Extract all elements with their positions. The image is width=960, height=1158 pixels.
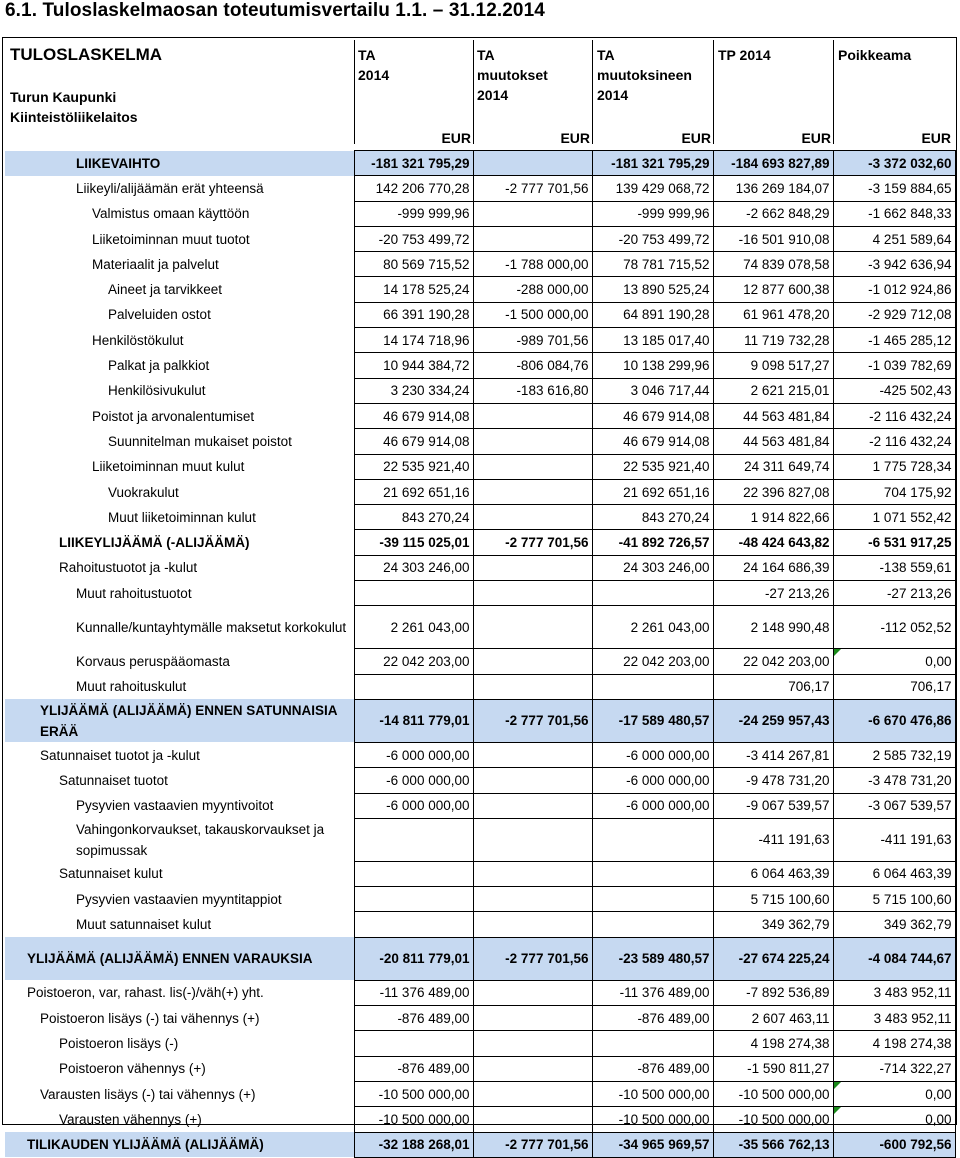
table-row (5, 1081, 955, 1106)
row-label: Palkat ja palkkiot (108, 358, 210, 374)
row-value: -6 000 000,00 (354, 742, 473, 767)
row-value (473, 649, 592, 674)
row-value: 66 391 190,28 (354, 302, 473, 327)
row-value: 46 679 914,08 (592, 429, 713, 454)
row-value (473, 151, 592, 176)
table-row (5, 1031, 955, 1056)
row-value: -3 478 731,20 (833, 768, 955, 793)
row-value: -4 084 744,67 (833, 937, 955, 980)
row-value: 24 303 246,00 (354, 555, 473, 580)
row-value: 24 164 686,39 (713, 555, 833, 580)
row-value: 22 396 827,08 (713, 479, 833, 504)
row-value: -2 116 432,24 (833, 429, 955, 454)
row-value: 3 483 952,11 (833, 1006, 955, 1031)
row-value: 5 715 100,60 (713, 887, 833, 912)
row-value: -48 424 643,82 (713, 530, 833, 555)
row-value (592, 581, 713, 606)
row-value: 64 891 190,28 (592, 302, 713, 327)
row-value (473, 403, 592, 428)
row-label: Henkilöstökulut (92, 332, 184, 348)
row-value: 44 563 481,84 (713, 403, 833, 428)
table-row (5, 530, 955, 555)
table-row (5, 252, 955, 277)
row-value: 6 064 463,39 (713, 861, 833, 886)
row-value: 2 148 990,48 (713, 606, 833, 649)
table-row (5, 674, 955, 699)
row-value: 4 198 274,38 (833, 1031, 955, 1056)
row-value: -3 414 267,81 (713, 742, 833, 767)
table-row (5, 277, 955, 302)
row-value: -2 777 701,56 (473, 1132, 592, 1157)
row-label: Vuokrakulut (108, 484, 179, 500)
column-header-poikkeama: Poikkeama (838, 47, 912, 63)
row-value: -3 372 032,60 (833, 151, 955, 176)
row-label: Muut rahoitustuotot (76, 585, 192, 601)
row-label: Poistoeron lisäys (-) (59, 1035, 179, 1051)
row-value: -2 116 432,24 (833, 403, 955, 428)
row-value (473, 818, 592, 861)
table-row (5, 353, 955, 378)
row-value: -2 777 701,56 (473, 937, 592, 980)
row-value: 136 269 184,07 (713, 176, 833, 201)
row-value: 24 311 649,74 (713, 454, 833, 479)
row-label: Henkilösivukulut (108, 383, 206, 399)
row-value: -10 500 000,00 (592, 1107, 713, 1132)
row-value: 5 715 100,60 (833, 887, 955, 912)
row-label: TILIKAUDEN YLIJÄÄMÄ (ALIJÄÄMÄ) (5, 1132, 354, 1157)
row-value: -20 753 499,72 (354, 226, 473, 251)
row-value: 22 042 203,00 (354, 649, 473, 674)
row-label: YLIJÄÄMÄ (ALIJÄÄMÄ) ENNEN SATUNNAISIA ERÄÄ (5, 699, 354, 742)
row-value (354, 887, 473, 912)
row-value: 6 064 463,39 (833, 861, 955, 886)
row-value (473, 1107, 592, 1132)
column-divider (833, 40, 834, 144)
row-value: -1 039 782,69 (833, 353, 955, 378)
row-value: 24 303 246,00 (592, 555, 713, 580)
unit-label: EUR (921, 130, 951, 146)
row-value (592, 818, 713, 861)
row-label: Valmistus omaan käyttöön (92, 206, 250, 222)
row-label: YLIJÄÄMÄ (ALIJÄÄMÄ) ENNEN VARAUKSIA (5, 937, 354, 980)
row-value: 14 174 718,96 (354, 328, 473, 353)
row-label: Muut liiketoiminnan kulut (108, 509, 256, 525)
row-value: -6 000 000,00 (592, 768, 713, 793)
table-row (5, 403, 955, 428)
row-value: 22 042 203,00 (592, 649, 713, 674)
row-value: -20 753 499,72 (592, 226, 713, 251)
row-value: -411 191,63 (833, 818, 955, 861)
table-row (5, 378, 955, 403)
row-value: -17 589 480,57 (592, 699, 713, 742)
row-value: 21 692 651,16 (354, 479, 473, 504)
row-value: -181 321 795,29 (592, 151, 713, 176)
row-value: 843 270,24 (354, 505, 473, 530)
row-value: 21 692 651,16 (592, 479, 713, 504)
row-value: -11 376 489,00 (354, 980, 473, 1005)
row-value: 2 585 732,19 (833, 742, 955, 767)
row-value: 46 679 914,08 (592, 403, 713, 428)
row-value (354, 1031, 473, 1056)
unit-name: Kiinteistöliikelaitos (10, 109, 138, 125)
row-label: Vahingonkorvaukset, takauskorvaukset ja sopimussak (76, 821, 325, 858)
row-value: -806 084,76 (473, 353, 592, 378)
row-value (592, 912, 713, 937)
row-value: -9 478 731,20 (713, 768, 833, 793)
row-label: LIIKEVAIHTO (5, 151, 354, 176)
row-value (473, 429, 592, 454)
row-value: 349 362,79 (833, 912, 955, 937)
row-value: -6 670 476,86 (833, 699, 955, 742)
row-value: -1 012 924,86 (833, 277, 955, 302)
row-value (473, 201, 592, 226)
row-value: -35 566 762,13 (713, 1132, 833, 1157)
row-value: -10 500 000,00 (713, 1107, 833, 1132)
row-value: 13 890 525,24 (592, 277, 713, 302)
row-label: Satunnaiset tuotot (59, 772, 168, 788)
table-row (5, 479, 955, 504)
row-value (473, 980, 592, 1005)
row-label: Liiketoiminnan muut tuotot (92, 231, 250, 247)
column-header-ta-muutokset: TA muutokset 2014 (477, 47, 548, 103)
row-value (354, 674, 473, 699)
table-row (5, 505, 955, 530)
row-label: Liiketoiminnan muut kulut (92, 459, 245, 475)
row-value: 4 251 589,64 (833, 226, 955, 251)
column-header-ta-2014: TA 2014 (358, 47, 390, 83)
row-value: 78 781 715,52 (592, 252, 713, 277)
row-value: -27 213,26 (833, 581, 955, 606)
row-value: 74 839 078,58 (713, 252, 833, 277)
row-value (473, 226, 592, 251)
row-value (473, 912, 592, 937)
row-value: -3 159 884,65 (833, 176, 955, 201)
row-value: 9 098 517,27 (713, 353, 833, 378)
row-value: -999 999,96 (592, 201, 713, 226)
unit-label: EUR (441, 130, 471, 146)
row-value (354, 581, 473, 606)
row-value: -23 589 480,57 (592, 937, 713, 980)
row-label: Rahoitustuotot ja -kulut (59, 560, 198, 576)
organization-name: Turun Kaupunki (10, 89, 117, 105)
row-value: 14 178 525,24 (354, 277, 473, 302)
row-value: -27 213,26 (713, 581, 833, 606)
row-value: -2 777 701,56 (473, 530, 592, 555)
row-label: Varausten vähennys (+) (59, 1111, 202, 1127)
row-value: -2 777 701,56 (473, 699, 592, 742)
row-label: Poistoeron lisäys (-) tai vähennys (+) (40, 1010, 260, 1026)
row-value: -876 489,00 (354, 1006, 473, 1031)
table-row (5, 1056, 955, 1081)
table-row (5, 201, 955, 226)
row-value (354, 861, 473, 886)
row-value (473, 505, 592, 530)
row-value: 4 198 274,38 (713, 1031, 833, 1056)
unit-label: EUR (801, 130, 831, 146)
row-label: LIIKEYLIJÄÄMÄ (-ALIJÄÄMÄ) (59, 535, 250, 551)
row-value: -41 892 726,57 (592, 530, 713, 555)
row-value (592, 861, 713, 886)
row-value: -3 067 539,57 (833, 793, 955, 818)
row-label: Palveluiden ostot (108, 307, 211, 323)
row-value: 142 206 770,28 (354, 176, 473, 201)
row-value: 139 429 068,72 (592, 176, 713, 201)
row-value: -184 693 827,89 (713, 151, 833, 176)
row-value: 44 563 481,84 (713, 429, 833, 454)
row-value: -20 811 779,01 (354, 937, 473, 980)
row-value: -181 321 795,29 (354, 151, 473, 176)
row-value: -14 811 779,01 (354, 699, 473, 742)
row-value: 22 042 203,00 (713, 649, 833, 674)
row-label: Satunnaiset tuotot ja -kulut (40, 747, 200, 763)
row-value (473, 1056, 592, 1081)
row-label: Poistoeron vähennys (+) (59, 1061, 206, 1077)
column-header-ta-muutoksineen: TA muutoksineen 2014 (597, 47, 692, 103)
row-value: 0,00 (833, 1081, 955, 1106)
row-value: 349 362,79 (713, 912, 833, 937)
row-label: Materiaalit ja palvelut (92, 256, 219, 272)
row-value: 706,17 (713, 674, 833, 699)
row-value: 46 679 914,08 (354, 429, 473, 454)
row-value: 1 775 728,34 (833, 454, 955, 479)
row-value: 61 961 478,20 (713, 302, 833, 327)
row-value: -1 590 811,27 (713, 1056, 833, 1081)
row-label: Muut rahoituskulut (76, 679, 187, 695)
row-value (354, 912, 473, 937)
row-value (473, 674, 592, 699)
row-value: 704 175,92 (833, 479, 955, 504)
table-row (5, 454, 955, 479)
row-label: Suunnitelman mukaiset poistot (108, 433, 292, 449)
table-row (5, 818, 955, 861)
row-value: 11 719 732,28 (713, 328, 833, 353)
row-value: -2 777 701,56 (473, 176, 592, 201)
table-row (5, 649, 955, 674)
table-row (5, 581, 955, 606)
row-value (473, 606, 592, 649)
row-value (473, 555, 592, 580)
row-value (473, 1006, 592, 1031)
row-label: Aineet ja tarvikkeet (108, 282, 223, 298)
table-row (5, 937, 955, 980)
row-value: -1 465 285,12 (833, 328, 955, 353)
table-row (5, 793, 955, 818)
table-row (5, 302, 955, 327)
row-value: 3 483 952,11 (833, 980, 955, 1005)
row-value: 843 270,24 (592, 505, 713, 530)
row-value: -714 322,27 (833, 1056, 955, 1081)
row-label: Pysyvien vastaavien myyntivoitot (76, 798, 274, 814)
row-value: -10 500 000,00 (592, 1081, 713, 1106)
row-value: -10 500 000,00 (713, 1081, 833, 1106)
row-value: -9 067 539,57 (713, 793, 833, 818)
row-value: 2 621 215,01 (713, 378, 833, 403)
row-value: 1 914 822,66 (713, 505, 833, 530)
table-row (5, 887, 955, 912)
row-value (473, 793, 592, 818)
row-label: Satunnaiset kulut (59, 866, 163, 882)
row-value: 80 569 715,52 (354, 252, 473, 277)
row-value (473, 454, 592, 479)
row-value: -600 792,56 (833, 1132, 955, 1157)
row-value: -876 489,00 (592, 1006, 713, 1031)
row-value (592, 674, 713, 699)
row-value: 0,00 (833, 649, 955, 674)
row-value (354, 818, 473, 861)
table-row (5, 1132, 955, 1157)
page-title: 6.1. Tuloslaskelmaosan toteutumisvertailu 1.1. – 31.12.2014 (5, 0, 545, 21)
table-row (5, 861, 955, 886)
row-value: -411 191,63 (713, 818, 833, 861)
row-value: -183 616,80 (473, 378, 592, 403)
row-value: -6 531 917,25 (833, 530, 955, 555)
row-label: Varausten lisäys (-) tai vähennys (+) (40, 1086, 256, 1102)
income-statement-table (5, 150, 956, 1158)
row-value: -6 000 000,00 (354, 768, 473, 793)
row-value (473, 1081, 592, 1106)
row-value: -138 559,61 (833, 555, 955, 580)
table-row (5, 606, 955, 649)
row-value: -999 999,96 (354, 201, 473, 226)
row-value (473, 742, 592, 767)
row-value: -876 489,00 (592, 1056, 713, 1081)
row-value: -32 188 268,01 (354, 1132, 473, 1157)
row-value: 0,00 (833, 1107, 955, 1132)
row-value: -34 965 969,57 (592, 1132, 713, 1157)
row-value: 10 944 384,72 (354, 353, 473, 378)
row-value: -7 892 536,89 (713, 980, 833, 1005)
table-row (5, 699, 955, 742)
row-value: -989 701,56 (473, 328, 592, 353)
column-divider (592, 40, 593, 144)
row-value: 12 877 600,38 (713, 277, 833, 302)
row-value: -24 259 957,43 (713, 699, 833, 742)
row-value: 3 046 717,44 (592, 378, 713, 403)
table-row (5, 912, 955, 937)
column-divider (354, 40, 355, 144)
row-value: -16 501 910,08 (713, 226, 833, 251)
row-value: -1 662 848,33 (833, 201, 955, 226)
row-label: Poistot ja arvonalentumiset (92, 408, 255, 424)
table-row (5, 742, 955, 767)
row-value (592, 1031, 713, 1056)
column-divider (713, 40, 714, 144)
row-value: 13 185 017,40 (592, 328, 713, 353)
row-value: -112 052,52 (833, 606, 955, 649)
column-divider (473, 40, 474, 144)
row-value: -1 500 000,00 (473, 302, 592, 327)
table-row (5, 768, 955, 793)
row-value: -39 115 025,01 (354, 530, 473, 555)
row-value: 706,17 (833, 674, 955, 699)
row-value: -11 376 489,00 (592, 980, 713, 1005)
row-label: Pysyvien vastaavien myyntitappiot (76, 891, 282, 907)
row-value: -10 500 000,00 (354, 1107, 473, 1132)
row-label: Korvaus peruspääomasta (76, 653, 230, 669)
row-value: 3 230 334,24 (354, 378, 473, 403)
table-row (5, 176, 955, 201)
row-value: 46 679 914,08 (354, 403, 473, 428)
row-label: Muut satunnaiset kulut (76, 917, 212, 933)
statement-title: TULOSLASKELMA (10, 45, 163, 64)
table-row (5, 328, 955, 353)
row-value: -288 000,00 (473, 277, 592, 302)
row-value (592, 887, 713, 912)
table-row (5, 980, 955, 1005)
unit-label: EUR (681, 130, 711, 146)
table-row (5, 151, 955, 176)
row-value (473, 1031, 592, 1056)
row-value: -876 489,00 (354, 1056, 473, 1081)
row-value: 2 607 463,11 (713, 1006, 833, 1031)
row-value: 22 535 921,40 (592, 454, 713, 479)
row-value: -27 674 225,24 (713, 937, 833, 980)
row-label: Kunnalle/kuntayhtymälle maksetut korkokulut (76, 619, 347, 635)
row-value (473, 861, 592, 886)
table-row (5, 555, 955, 580)
table-row (5, 429, 955, 454)
row-value (473, 581, 592, 606)
row-value: 2 261 043,00 (592, 606, 713, 649)
row-value: -3 942 636,94 (833, 252, 955, 277)
row-value (473, 768, 592, 793)
table-row (5, 226, 955, 251)
row-value: 10 138 299,96 (592, 353, 713, 378)
row-value: -6 000 000,00 (592, 742, 713, 767)
row-value: -6 000 000,00 (592, 793, 713, 818)
row-value (473, 479, 592, 504)
row-value: -425 502,43 (833, 378, 955, 403)
row-value: -2 662 848,29 (713, 201, 833, 226)
table-row (5, 1006, 955, 1031)
table-row (5, 1107, 955, 1132)
row-value (473, 887, 592, 912)
row-value: 1 071 552,42 (833, 505, 955, 530)
column-header-tp-2014: TP 2014 (718, 47, 771, 63)
row-value: 2 261 043,00 (354, 606, 473, 649)
unit-label: EUR (560, 130, 590, 146)
row-value: -10 500 000,00 (354, 1081, 473, 1106)
row-value: -1 788 000,00 (473, 252, 592, 277)
row-value: 22 535 921,40 (354, 454, 473, 479)
row-value: -6 000 000,00 (354, 793, 473, 818)
row-label: Liikeyli/alijäämän erät yhteensä (76, 180, 264, 196)
row-label: Poistoeron, var, rahast. lis(-)/väh(+) yht. (27, 985, 264, 1001)
row-value: -2 929 712,08 (833, 302, 955, 327)
